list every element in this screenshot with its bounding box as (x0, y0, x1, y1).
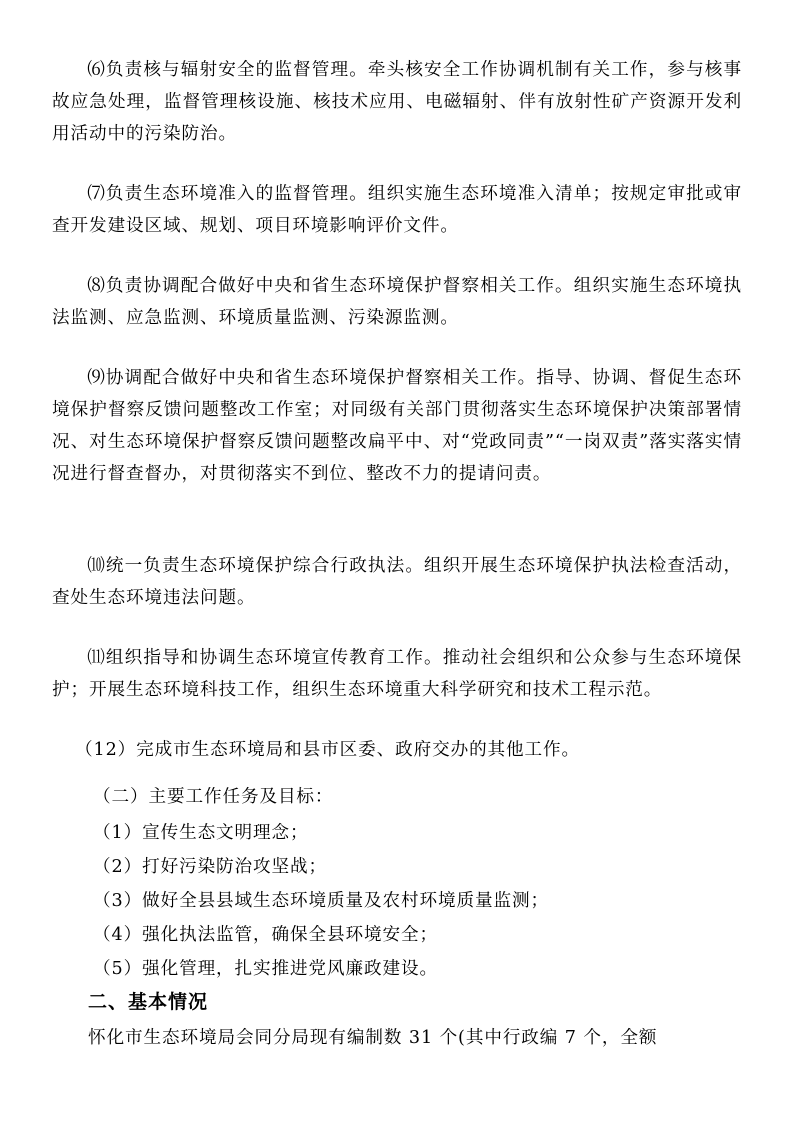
task-item-4: （4）强化执法监管，确保全县环境安全； (93, 925, 438, 945)
duty-paragraph-12: （12）完成市生态环境局和县市区委、政府交办的其他工作。 (75, 740, 581, 760)
task-item-3: （3）做好全县县域生态环境质量及农村环境质量监测； (93, 891, 549, 911)
task-item-1: （1）宣传生态文明理念； (93, 823, 309, 843)
task-item-5: （5）强化管理，扎实推进党风廉政建设。 (93, 959, 438, 979)
section-heading-basic-info: 二、基本情况 (88, 991, 209, 1013)
duty-paragraph-7: ⑺负责生态环境准入的监督管理。组织实施生态环境准入清单；按规定审批或审查开发建设区域、规划、项目环境影响评价文件。 (52, 184, 742, 236)
duty-paragraph-11: ⑾组织指导和协调生态环境宣传教育工作。推动社会组织和公众参与生态环境保护；开展生态环境科技工作，组织生态环境重大科学研究和技术工程示范。 (52, 648, 742, 700)
duty-paragraph-6: ⑹负责核与辐射安全的监督管理。牵头核安全工作协调机制有关工作，参与核事故应急处理，监督管理核设施、核技术应用、电磁辐射、伴有放射性矿产资源开发利用活动中的污染防治。 (52, 60, 742, 144)
duty-paragraph-8: ⑻负责协调配合做好中央和省生态环境保护督察相关工作。组织实施生态环境执法监测、应急监测、环境质量监测、污染源监测。 (52, 276, 742, 328)
basic-info-intro: 怀化市生态环境局会同分局现有编制数 31 个(其中行政编 7 个，全额 (88, 1028, 658, 1048)
duty-paragraph-10: ⑽统一负责生态环境保护综合行政执法。组织开展生态环境保护执法检查活动，查处生态环境违法问题。 (52, 556, 742, 608)
duty-paragraph-9: ⑼协调配合做好中央和省生态环境保护督察相关工作。指导、协调、督促生态环境保护督察反馈问题整改工作室；对同级有关部门贯彻落实生态环境保护决策部署情况、对生态环境保护督察反馈问题整改扁平中、对“党政同责”“一岗双责”落实落实情况进行督查督办，对贯彻落实不到位、整改不力的提请问责。 (52, 368, 742, 484)
tasks-title: （二）主要工作任务及目标： (93, 787, 334, 807)
task-item-2: （2）打好污染防治攻坚战； (93, 857, 328, 877)
